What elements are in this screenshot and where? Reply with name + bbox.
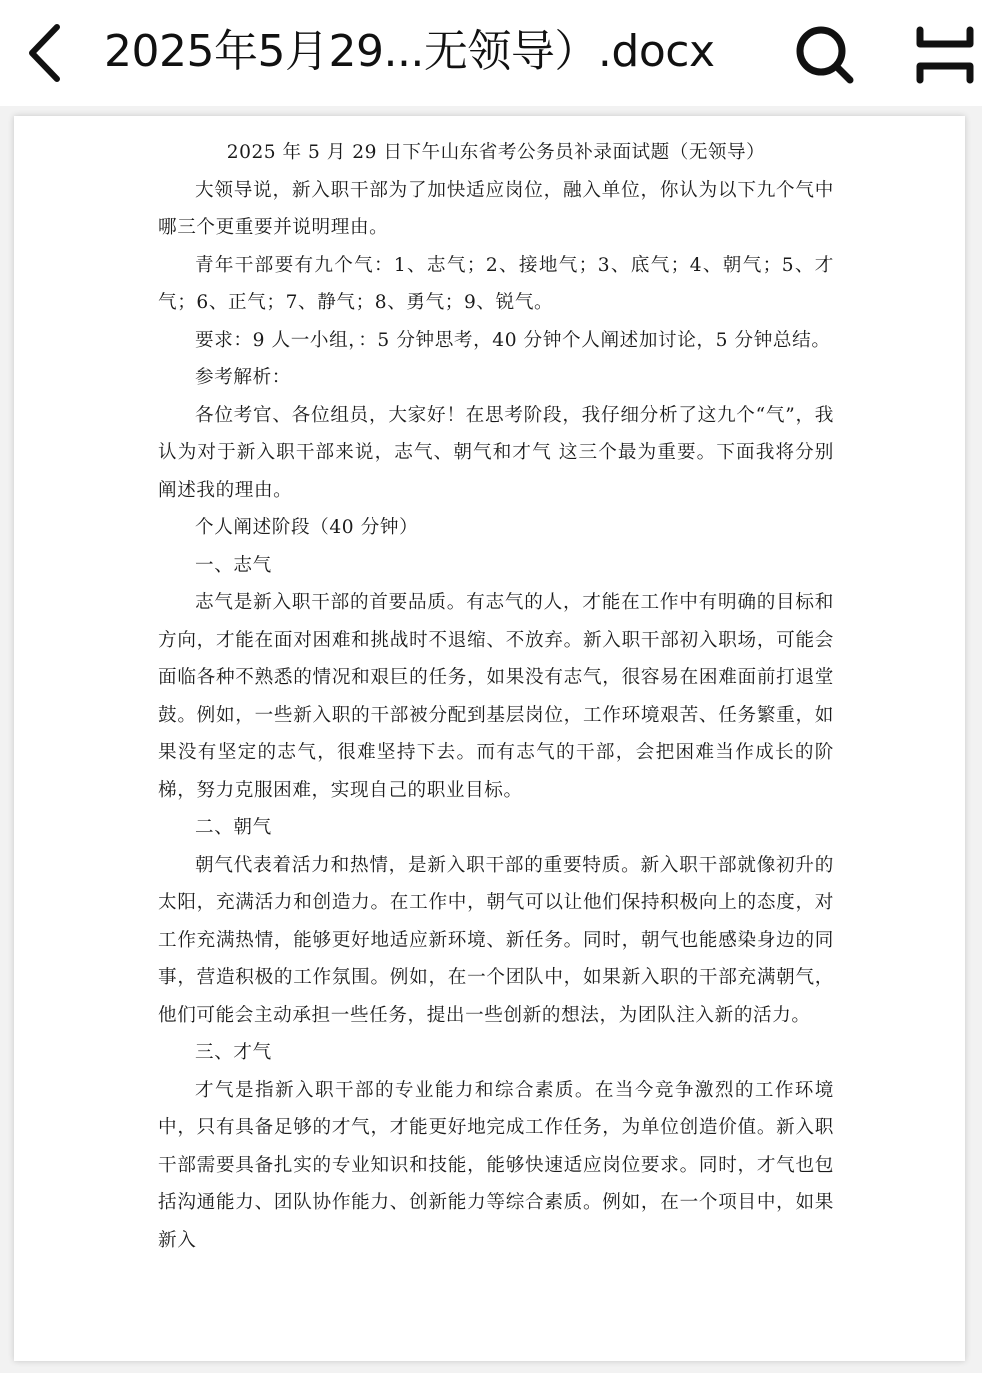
chevron-left-icon — [24, 21, 64, 85]
stage-label: 个人阐述阶段（40 分钟） — [195, 517, 419, 538]
reference-label: 参考解析： — [195, 367, 291, 388]
page-layout-icon — [908, 24, 982, 86]
search-button[interactable] — [790, 20, 860, 90]
opening-paragraph: 各位考官、各位组员，大家好！在思考阶段，我仔细分析了这九个“气”，我认为对于新入职干部来说，志气、朝气和才气 这三个最为重要。下面我将分别阐述我的理由。 — [158, 404, 834, 501]
doc-heading: 2025 年 5 月 29 日下午山东省考公务员补录面试题（无领导） — [226, 142, 766, 163]
section3-heading: 三、才气 — [195, 1042, 272, 1063]
section2-paragraph: 朝气代表着活力和热情，是新入职干部的重要特质。新入职干部就像初升的太阳，充满活力和创造力。在工作中，朝气可以让他们保持积极向上的态度，对工作充满热情，能够更好地适应新环境、新任务。同时，朝气也能感染身边的同事，营造积极的工作氛围。例如，在一个团队中，如果新入职的干部充满朝气，他们可能会主动承担一些任务，提出一些创新的想法，为团队注入新的活力。 — [158, 854, 834, 1026]
search-icon — [794, 24, 856, 86]
top-app-bar — [0, 0, 982, 106]
back-button[interactable] — [14, 18, 74, 88]
document-title: 2025年5月29...无领导）.docx — [104, 26, 715, 77]
section1-paragraph: 志气是新入职干部的首要品质。有志气的人，才能在工作中有明确的目标和方向，才能在面对困难和挑战时不退缩、不放弃。新入职干部初入职场，可能会面临各种不熟悉的情况和艰巨的任务，如果没有志气，很容易在困难面前打退堂鼓。例如，一些新入职的干部被分配到基层岗位，工作环境艰苦、任务繁重，如果没有坚定的志气，很难坚持下去。而有志气的干部，会把困难当作成长的阶梯，努力克服困难，实现自己的职业目标。 — [158, 592, 834, 801]
question-paragraph: 大领导说，新入职干部为了加快适应岗位，融入单位，你认为以下九个气中哪三个更重要并说明理由。 — [158, 179, 834, 238]
section2-heading: 二、朝气 — [195, 817, 272, 838]
document-page — [14, 116, 965, 1361]
page-content — [158, 134, 834, 1259]
section3-paragraph: 才气是指新入职干部的专业能力和综合素质。在当今竞争激烈的工作环境中，只有具备足够的才气，才能更好地完成工作任务，为单位创造价值。新入职干部需要具备扎实的专业知识和技能，能够快速适应岗位要求。同时，才气也包括沟通能力、团队协作能力、创新能力等综合素质。例如，在一个项目中，如果新入 — [158, 1079, 834, 1251]
nine-qi-paragraph: 青年干部要有九个气：1、志气；2、接地气；3、底气；4、朝气；5、才气；6、正气；7、静气；8、勇气；9、锐气。 — [158, 254, 834, 313]
document-scroll-area[interactable] — [0, 106, 982, 1373]
requirement-paragraph: 要求：9 人一小组，：5 分钟思考，40 分钟个人阐述加讨论，5 分钟总结。 — [195, 329, 831, 351]
section1-heading: 一、志气 — [195, 554, 272, 576]
page-layout-button[interactable] — [908, 20, 982, 90]
